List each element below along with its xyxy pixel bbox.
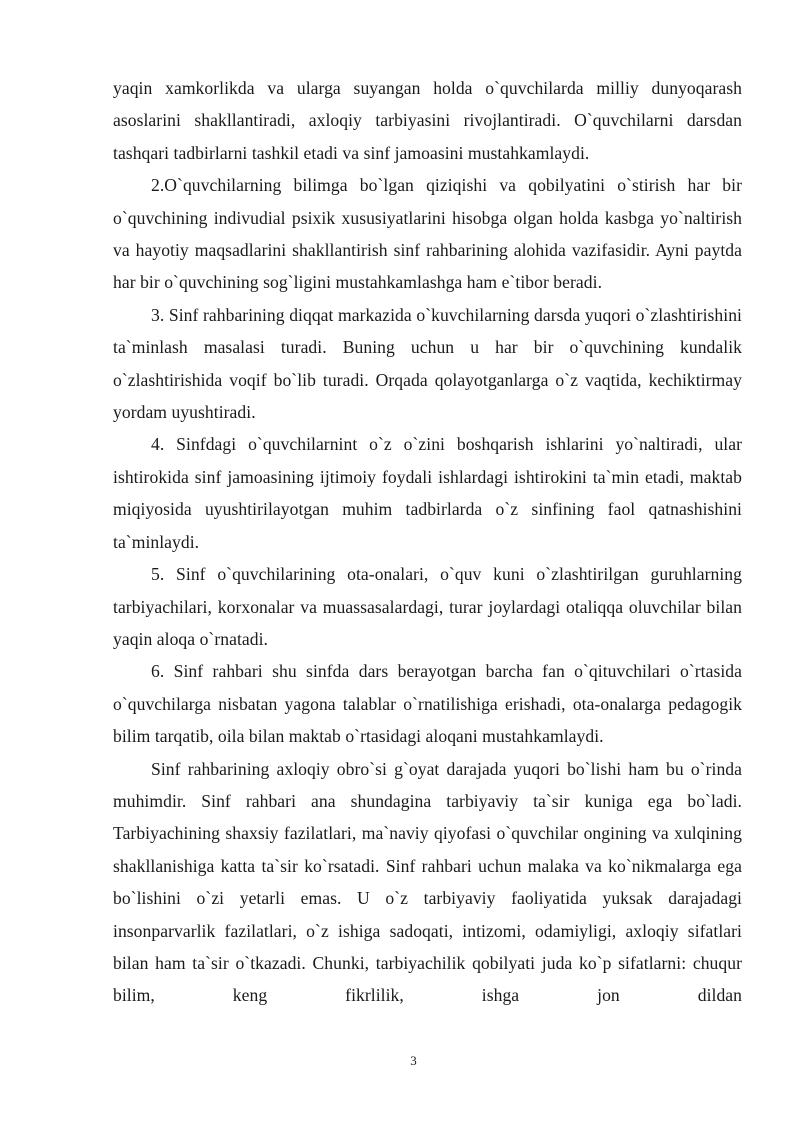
paragraph-item-6: 6. Sinf rahbari shu sinfda dars berayotgan barcha fan o`qituvchilari o`rtasida o`quvchilarga nisbatan yagona talablar o`rnatilishiga erishadi, ota-onalarga pedagogik bilim tarqatib, oila bilan maktab o`rtasidagi aloqani mustahkamlaydi. [113, 661, 742, 747]
paragraph-item-5: 5. Sinf o`quvchilarining ota-onalari, o`quv kuni o`zlashtirilgan guruhlarning tarbiyachilari, korxonalar va muassasalardagi, turar joylardagi otaliqqa oluvchilar bilan yaqin aloqa o`rnatadi. [113, 564, 742, 649]
page-body [113, 72, 742, 1012]
paragraph-continuation: yaqin xamkorlikda va ularga suyangan holda o`quvchilarda milliy dunyoqarash asoslarini shakllantiradi, axloqiy tarbiyasini rivojlantiradi. O`quvchilarni darsdan tashqari tadbirlarni tashkil etadi va sinf jamoasini mustahkamlaydi. [113, 78, 742, 163]
paragraph-closing: Sinf rahbarining axloqiy obro`si g`oyat darajada yuqori bo`lishi ham bu o`rinda muhimdir. Sinf rahbari ana shundagina tarbiyaviy ta`sir kuniga ega bo`ladi. Tarbiyachining shaxsiy fazilatlari, ma`naviy qiyofasi o`quvchilar ongining va xulqining shakllanishiga katta ta`sir ko`rsatadi. Sinf rahbari uchun malaka va ko`nikmalarga ega bo`lishini o`zi yetarli emas. U o`z tarbiyaviy faoliyatida yuksak darajadagi insonparvarlik fazilatlari, o`z ishiga sadoqati, intizomi, odamiyligi, axloqiy sifatlari bilan ham ta`sir o`tkazadi. Chunki, tarbiyachilik qobilyati juda ko`p sifatlarni: chuqur bilim, keng fikrlilik, ishga jon dildan [113, 758, 742, 1006]
paragraph-item-4: 4. Sinfdagi o`quvchilarnint o`z o`zini boshqarish ishlarini yo`naltiradi, ular ishtirokida sinf jamoasining ijtimoiy foydali ishlardagi ishtirokini ta`min etadi, maktab miqiyosida uyushtirilayotgan muhim tadbirlarda o`z sinfining faol qatnashishini ta`minlaydi. [113, 434, 742, 552]
paragraph-item-2: 2.O`quvchilarning bilimga bo`lgan qiziqishi va qobilyatini o`stirish har bir o`quvchining indivudial psixik xususiyatlarini hisobga olgan holda kasbga yo`naltirish va hayotiy maqsadlarini shakllantirish sinf rahbarining alohida vazifasidir. Ayni paytda har bir o`quvchining sog`ligini mustahkamlashga ham e`tibor beradi. [113, 175, 742, 293]
page-number: 3 [410, 1053, 417, 1068]
paragraph-item-3: 3. Sinf rahbarining diqqat markazida o`kuvchilarning darsda yuqori o`zlashtirishini ta`minlash masalasi turadi. Buning uchun u har bir o`quvchining kundalik o`zlashtirishida voqif bo`lib turadi. Orqada qolayotganlarga o`z vaqtida, kechiktirmay yordam uyushtiradi. [113, 304, 742, 423]
